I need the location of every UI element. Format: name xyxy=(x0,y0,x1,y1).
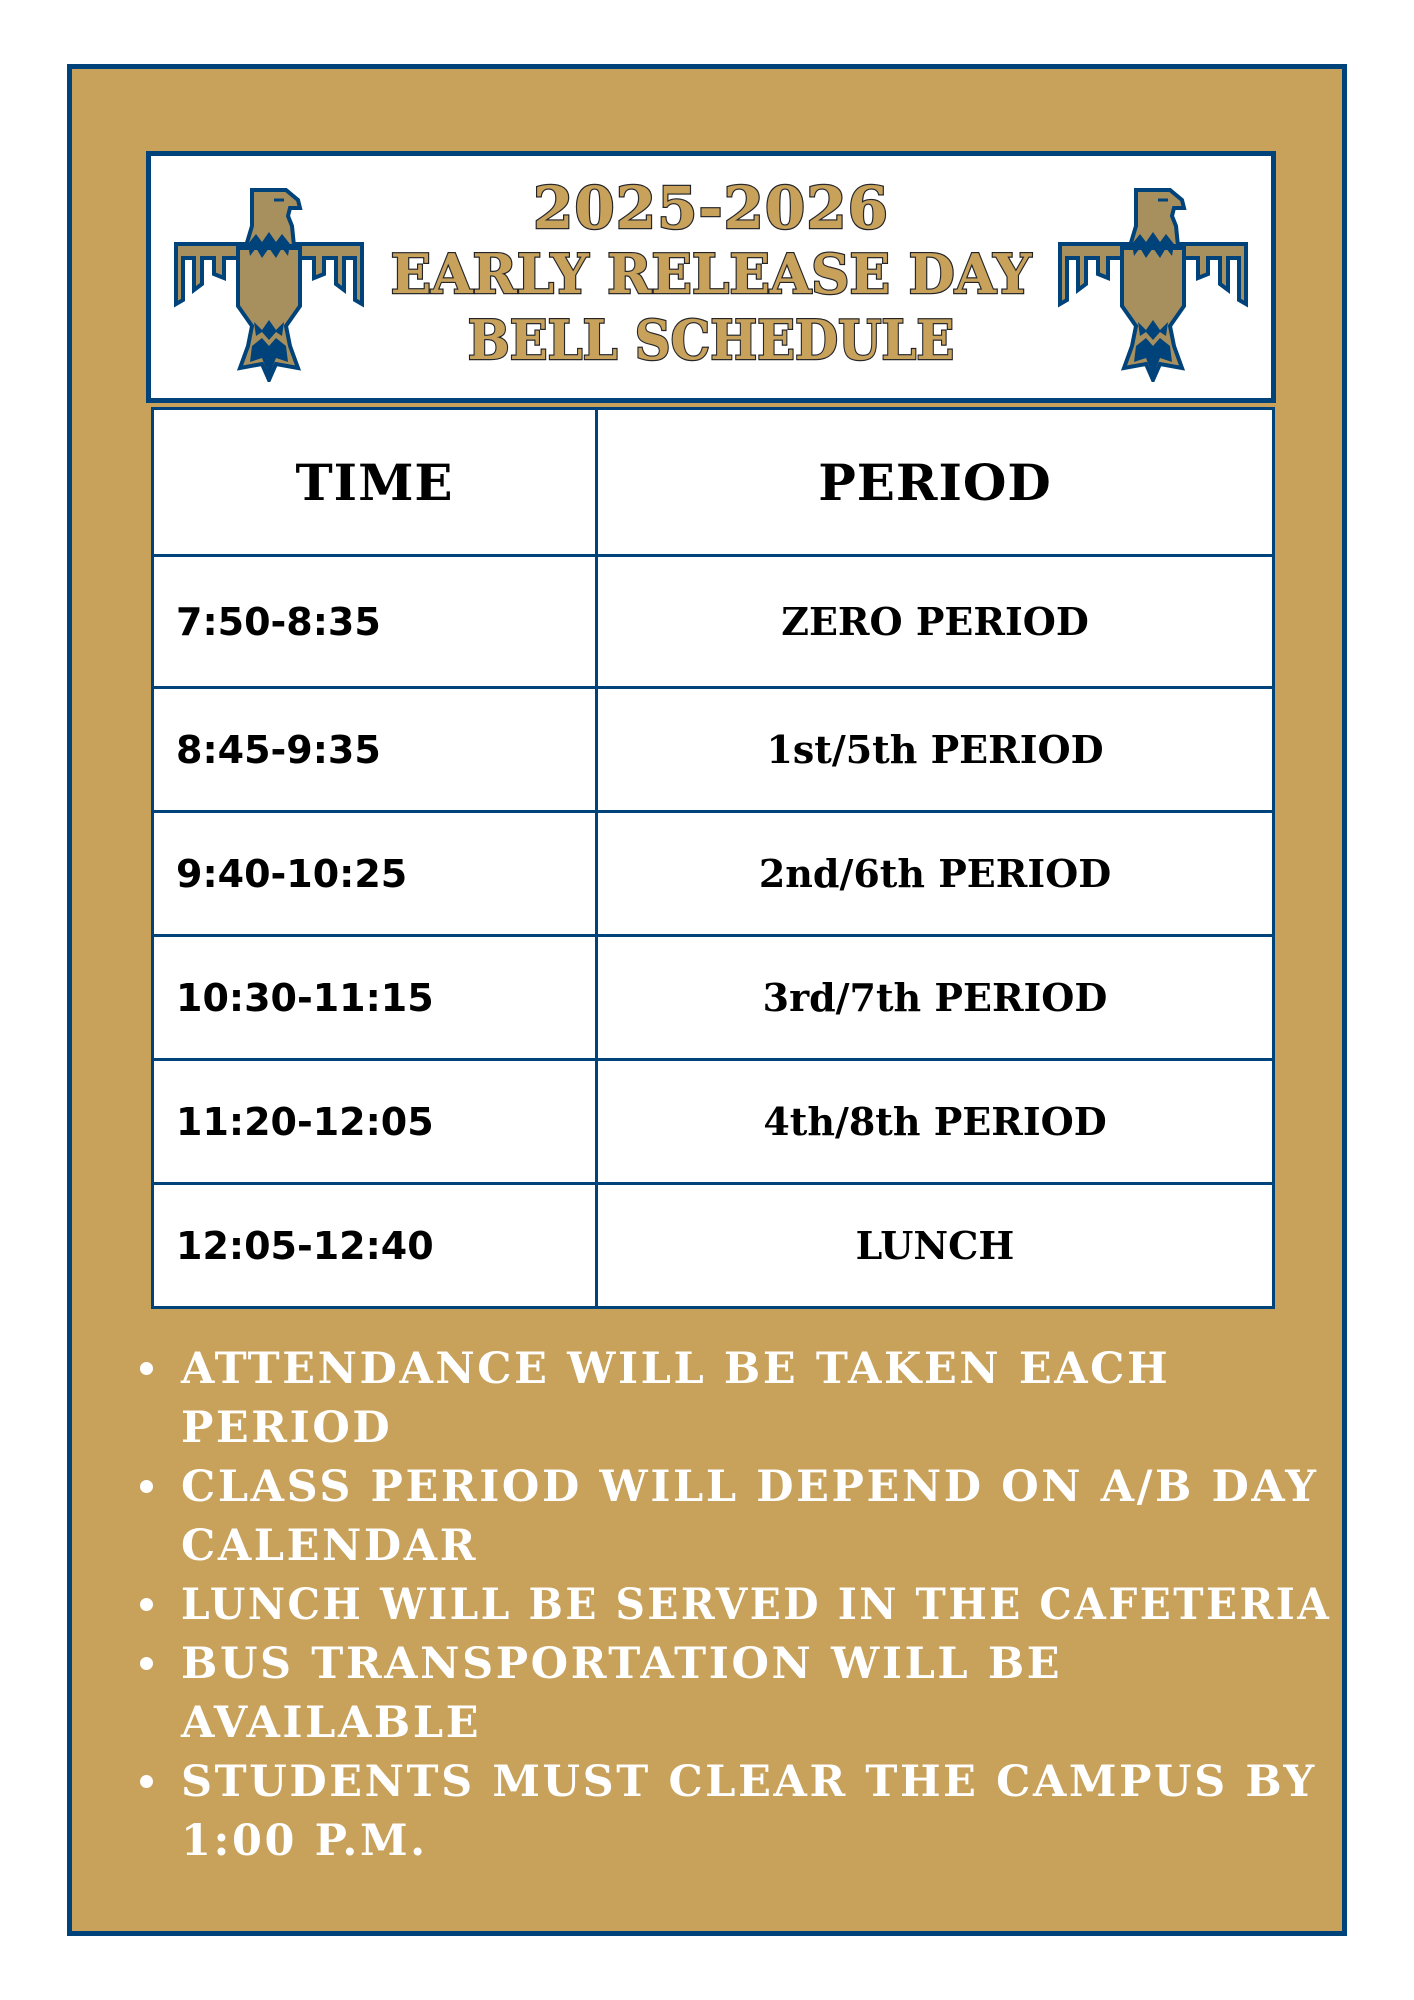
note-line: ATTENDANCE WILL BE TAKEN EACH xyxy=(181,1344,1171,1394)
notes-list xyxy=(130,1340,1330,1871)
time-cell: 11:20-12:05 xyxy=(153,1060,597,1184)
note-line: CLASS PERIOD WILL DEPEND ON A/B DAY xyxy=(181,1462,1319,1512)
table-row xyxy=(153,688,1274,812)
note-line: BUS TRANSPORTATION WILL BE xyxy=(181,1639,1063,1689)
header-banner xyxy=(146,151,1276,403)
table-row xyxy=(153,812,1274,936)
bullet-icon xyxy=(140,1362,153,1375)
period-cell: 2nd/6th PERIOD xyxy=(597,812,1274,936)
bell-schedule-table xyxy=(151,407,1275,1309)
note-line: STUDENTS MUST CLEAR THE CAMPUS BY xyxy=(181,1757,1317,1807)
table-header-row xyxy=(153,409,1274,556)
note-line: 1:00 P.M. xyxy=(181,1816,428,1866)
period-cell: 4th/8th PERIOD xyxy=(597,1060,1274,1184)
time-cell: 8:45-9:35 xyxy=(153,688,597,812)
period-cell: LUNCH xyxy=(597,1184,1274,1308)
schedule-title-text: BELL SCHEDULE xyxy=(467,308,955,372)
table-row xyxy=(153,556,1274,688)
bullet-icon xyxy=(140,1480,153,1493)
note-item xyxy=(130,1753,1330,1871)
event-title-text: EARLY RELEASE DAY xyxy=(390,242,1032,306)
note-line: PERIOD xyxy=(181,1403,393,1453)
note-line: CALENDAR xyxy=(181,1521,479,1571)
period-cell: 1st/5th PERIOD xyxy=(597,688,1274,812)
time-cell: 10:30-11:15 xyxy=(153,936,597,1060)
note-item xyxy=(130,1340,1330,1458)
bullet-icon xyxy=(140,1657,153,1670)
note-item xyxy=(130,1635,1330,1753)
bullet-icon xyxy=(140,1775,153,1788)
note-item xyxy=(130,1458,1330,1576)
bullet-icon xyxy=(140,1598,153,1611)
period-cell: ZERO PERIOD xyxy=(597,556,1274,688)
time-cell: 9:40-10:25 xyxy=(153,812,597,936)
note-item xyxy=(130,1576,1330,1635)
thunderbird-eagle-icon xyxy=(1058,186,1248,382)
table-row xyxy=(153,1060,1274,1184)
time-cell: 12:05-12:40 xyxy=(153,1184,597,1308)
time-cell: 7:50-8:35 xyxy=(153,556,597,688)
note-line: LUNCH WILL BE SERVED IN THE CAFETERIA xyxy=(181,1580,1332,1630)
note-line: AVAILABLE xyxy=(181,1698,482,1748)
period-cell: 3rd/7th PERIOD xyxy=(597,936,1274,1060)
column-header-time: TIME xyxy=(153,409,597,556)
table-row xyxy=(153,936,1274,1060)
column-header-period: PERIOD xyxy=(597,409,1274,556)
school-year-title-text: 2025-2026 xyxy=(533,174,889,242)
table-row xyxy=(153,1184,1274,1308)
